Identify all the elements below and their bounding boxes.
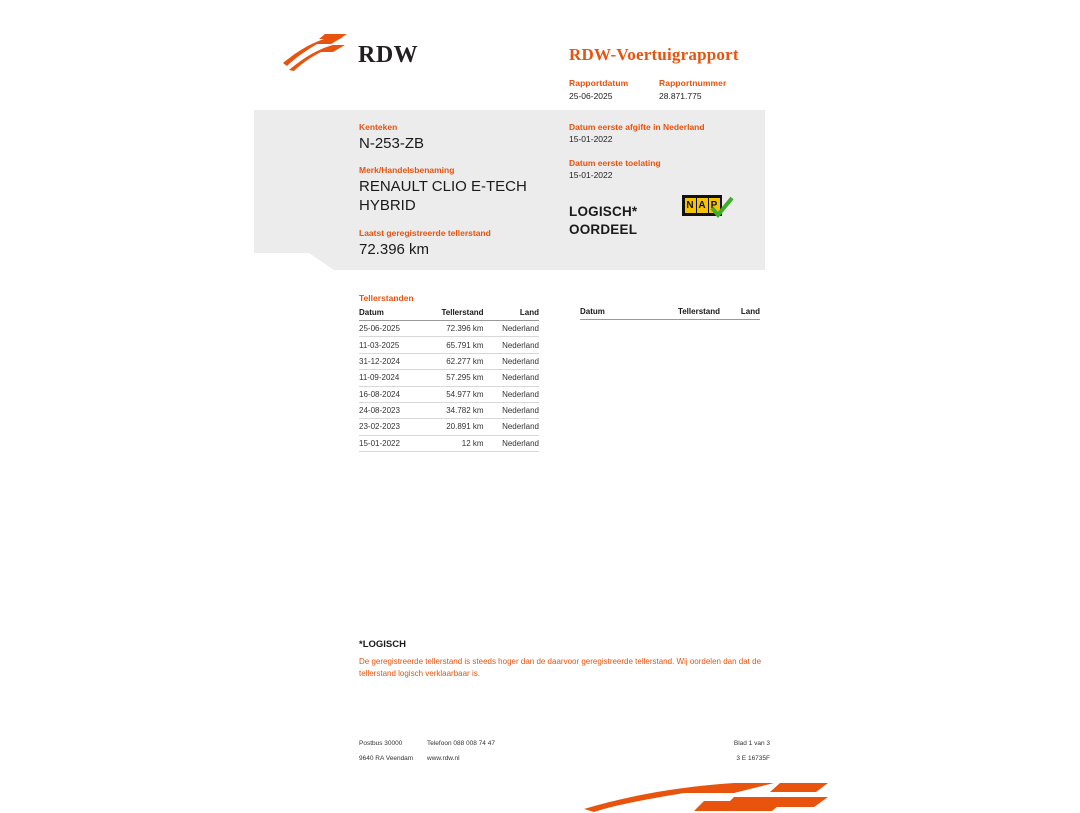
meta-rapportdatum	[569, 78, 635, 101]
table-row	[359, 370, 539, 386]
eerste-afgifte-value: 15-01-2022	[569, 134, 613, 144]
footer-website[interactable]: www.rdw.nl	[427, 754, 460, 762]
meta-value: 28.871.775	[659, 91, 702, 101]
nap-logo	[682, 195, 738, 225]
cell-tellerstand: 34.782 km	[420, 402, 483, 418]
cell-datum: 11-03-2025	[359, 337, 420, 353]
mileage-table-body	[359, 321, 539, 452]
table-row	[359, 419, 539, 435]
footnote-title	[359, 639, 774, 650]
cell-tellerstand: 12 km	[420, 435, 483, 451]
meta-label: Rapportdatum	[569, 78, 629, 88]
cell-tellerstand: 62.277 km	[420, 353, 483, 369]
vehicle-summary-panel	[254, 110, 765, 270]
footer-document-code: 3 E 16735F	[736, 754, 770, 762]
footer-address	[359, 741, 413, 771]
document-header	[254, 18, 814, 101]
merk-label: Merk/Handelsbenaming	[359, 165, 455, 176]
green-check-icon	[710, 196, 734, 223]
page-title: RDW-Voertuigrapport	[569, 45, 739, 64]
footer-address-line-2: 9640 RA Veendam	[359, 754, 414, 762]
table-row	[359, 435, 539, 451]
verdict-line-2: OORDEEL	[569, 222, 638, 238]
footnote-text: De geregistreerde tellerstand is steeds hoger dan de daarvoor geregistreerde tellerstand. Wij oordelen dan dat de tellerstand logisch verklaarbaar is.	[359, 657, 762, 679]
table-header-row	[359, 308, 539, 321]
nap-letter-a: A	[698, 200, 706, 211]
meta-rapportnummer	[659, 78, 749, 101]
merk-value: RENAULT CLIO E-TECH HYBRID	[359, 178, 527, 215]
cell-datum: 31-12-2024	[359, 353, 420, 369]
nap-letter-n: N	[686, 200, 694, 211]
table-row	[359, 337, 539, 353]
table-row	[359, 321, 539, 337]
cell-tellerstand: 72.396 km	[420, 321, 483, 337]
cell-land: Nederland	[484, 402, 539, 418]
meta-value: 25-06-2025	[569, 91, 613, 101]
rdw-swoosh-logo-icon	[281, 32, 351, 72]
footnote-title-text: LOGISCH	[362, 639, 406, 650]
cell-land: Nederland	[484, 353, 539, 369]
cell-tellerstand: 20.891 km	[420, 419, 483, 435]
cell-land: Nederland	[484, 337, 539, 353]
footnote-star: *	[359, 639, 363, 650]
footer-phone: Telefoon 088 008 74 47	[427, 740, 495, 747]
column-header-tellerstand: Tellerstand	[632, 307, 720, 320]
rdw-swoosh-logo-large-icon	[584, 783, 828, 813]
tellerstand-label: Laatst geregistreerde tellerstand	[359, 227, 491, 238]
footer-address-line-1: Postbus 30000	[359, 740, 403, 747]
table-header-row	[580, 307, 760, 320]
eerste-toelating-label: Datum eerste toelating	[569, 158, 661, 168]
mileage-section	[359, 293, 759, 452]
table-row	[359, 353, 539, 369]
cell-tellerstand: 54.977 km	[420, 386, 483, 402]
verdict-text	[569, 203, 637, 239]
table-row	[359, 402, 539, 418]
cell-land: Nederland	[484, 419, 539, 435]
mileage-section-title: Tellerstanden	[359, 293, 414, 303]
cell-tellerstand: 65.791 km	[420, 337, 483, 353]
cell-datum: 24-08-2023	[359, 402, 420, 418]
column-header-datum: Datum	[580, 307, 632, 320]
footer-page-number: Blad 1 van 3	[733, 740, 770, 747]
footer-contact	[427, 741, 495, 771]
column-header-land: Land	[720, 307, 760, 320]
footer-pagination	[734, 741, 770, 771]
cell-datum: 16-08-2024	[359, 386, 420, 402]
report-meta	[569, 78, 749, 101]
cell-datum: 25-06-2025	[359, 321, 420, 337]
cell-land: Nederland	[484, 321, 539, 337]
verdict-line-1: LOGISCH*	[569, 204, 638, 219]
kenteken-value: N-253-ZB	[359, 135, 425, 152]
nap-letter-p: P	[709, 198, 720, 213]
cell-datum: 11-09-2024	[359, 370, 420, 386]
panel-column-left	[359, 122, 549, 271]
cell-tellerstand: 57.295 km	[420, 370, 483, 386]
cell-datum: 15-01-2022	[359, 435, 420, 451]
mileage-table	[359, 308, 539, 452]
eerste-toelating-value: 15-01-2022	[569, 170, 613, 180]
table-row	[359, 386, 539, 402]
mileage-table-secondary	[580, 307, 760, 320]
panel-column-right	[569, 122, 759, 194]
brand-name: RDW	[358, 42, 419, 68]
cell-datum: 23-02-2023	[359, 419, 420, 435]
meta-label: Rapportnummer	[659, 78, 727, 88]
kenteken-label: Kenteken	[359, 122, 398, 132]
column-header-tellerstand: Tellerstand	[420, 308, 483, 321]
cell-land: Nederland	[484, 370, 539, 386]
eerste-afgifte-label: Datum eerste afgifte in Nederland	[569, 122, 705, 132]
cell-land: Nederland	[484, 386, 539, 402]
cell-land: Nederland	[484, 435, 539, 451]
column-header-datum: Datum	[359, 308, 420, 321]
column-header-land: Land	[484, 308, 539, 321]
footnote-section	[359, 639, 774, 681]
tellerstand-value: 72.396 km	[359, 240, 430, 258]
